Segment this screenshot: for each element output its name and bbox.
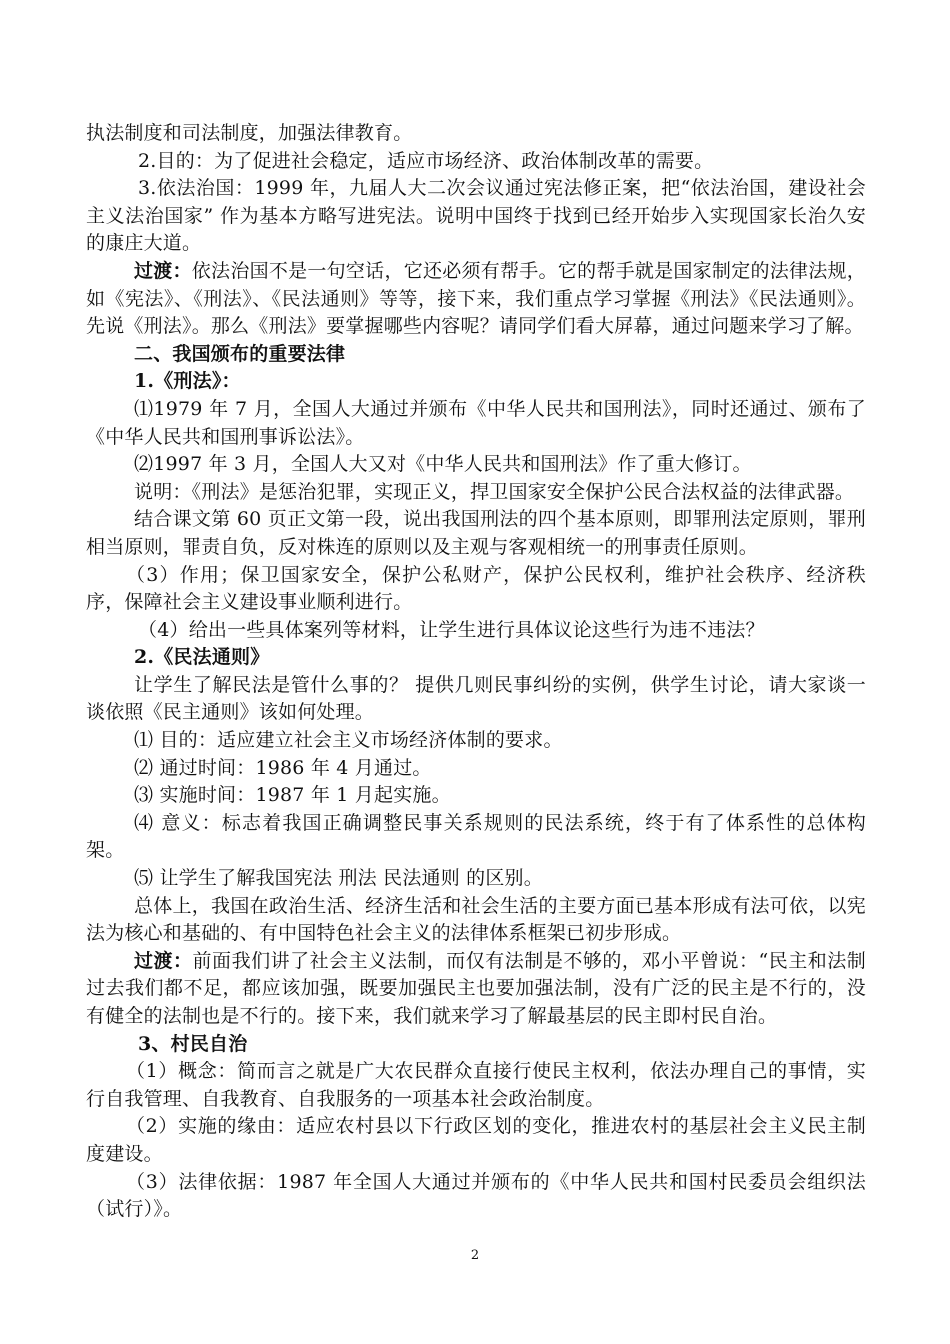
body-paragraph: （2）实施的缘由：适应农村县以下行政区划的变化，推进农村的基层社会主义民主制度建设。	[86, 1115, 866, 1165]
document-body	[86, 120, 866, 1224]
body-paragraph: ⑴1979 年 7 月，全国人大通过并颁布《中华人民共和国刑法》，同时还通过、颁布了《中华人民共和国刑事诉讼法》。	[86, 397, 866, 448]
body-paragraph: 3.依法治国：1999 年，九届人大二次会议通过宪法修正案，把“依法治国，建设社会主义法治国家” 作为基本方略写进宪法。说明中国终于找到已经开始步入实现国家长治久安的康庄大道。	[86, 177, 866, 255]
section-heading: 1.《刑法》：	[134, 370, 241, 393]
body-paragraph: 让学生了解民法是管什么事的？ 提供几则民事纠纷的实例，供学生讨论，请大家谈一谈依照《民主通则》该如何处理。	[86, 673, 866, 724]
section-heading: 二、我国颁布的重要法律	[134, 342, 346, 365]
transition-text: 依法治国不是一句空话，它还必须有帮手。它的帮手就是国家制定的法律法规，如《宪法》、《刑法》、《民法通则》等等，接下来，我们重点学习掌握《刑法》《民法通则》。先说《刑法》。那么《刑法》要掌握哪些内容呢？请同学们看大屏幕，通过问题来学习了解。	[86, 259, 866, 338]
transition-label: 过渡：	[134, 259, 192, 282]
body-paragraph: 2.目的：为了促进社会稳定，适应市场经济、政治体制改革的需要。	[138, 149, 714, 172]
body-paragraph: ⑶ 实施时间：1987 年 1 月起实施。	[134, 784, 451, 807]
body-paragraph: ⑵ 通过时间：1986 年 4 月通过。	[134, 756, 432, 779]
transition-paragraph	[86, 258, 866, 341]
body-paragraph: 说明：《刑法》是惩治犯罪，实现正义，捍卫国家安全保护公民合法权益的法律武器。	[134, 480, 855, 503]
body-paragraph: （1）概念：简而言之就是广大农民群众直接行使民主权利，依法办理自己的事情，实行自我管理、自我教育、自我服务的一项基本社会政治制度。	[86, 1060, 866, 1110]
body-paragraph: 结合课文第 60 页正文第一段，说出我国刑法的四个基本原则，即罪刑法定原则，罪刑相当原则，罪责自负，反对株连的原则以及主观与客观相统一的刑事责任原则。	[86, 508, 866, 558]
transition-paragraph	[86, 948, 866, 1031]
page-number: 2	[470, 1248, 480, 1263]
body-paragraph: ⑸ 让学生了解我国宪法 刑法 民法通则 的区别。	[134, 867, 543, 890]
body-paragraph: 执法制度和司法制度，加强法律教育。	[86, 122, 413, 144]
body-paragraph: （3）作用；保卫国家安全，保护公私财产，保护公民权利，维护社会秩序、经济秩序，保障社会主义建设事业顺利进行。	[86, 563, 866, 614]
body-paragraph: ⑷ 意义：标志着我国正确调整民事关系规则的民法系统，终于有了体系性的总体构架。	[86, 811, 866, 862]
section-heading: 2.《民法通则》	[134, 646, 270, 669]
body-paragraph: ⑴ 目的：适应建立社会主义市场经济体制的要求。	[134, 729, 563, 752]
body-paragraph: ⑵1997 年 3 月，全国人大又对《中华人民共和国刑法》作了重大修订。	[134, 453, 752, 476]
body-paragraph: 总体上，我国在政治生活、经济生活和社会生活的主要方面已基本形成有法可依，以宪法为核心和基础的、有中国特色社会主义的法律体系框架已初步形成。	[86, 894, 866, 945]
transition-label: 过渡：	[134, 949, 193, 972]
body-paragraph: （3）法律依据：1987 年全国人大通过并颁布的《中华人民共和国村民委员会组织法（试行）》。	[86, 1170, 866, 1221]
body-paragraph: （4）给出一些具体案列等材料，让学生进行具体议论这些行为违不违法？	[138, 618, 765, 641]
section-heading: 3、村民自治	[138, 1032, 248, 1055]
transition-text: 前面我们讲了社会主义法制，而仅有法制是不够的，邓小平曾说：“民主和法制过去我们都不足，都应该加强，既要加强民主也要加强法制，没有广泛的民主是不行的，没有健全的法制也是不行的。接下来，我们就来学习了解最基层的民主即村民自治。	[86, 949, 866, 1027]
